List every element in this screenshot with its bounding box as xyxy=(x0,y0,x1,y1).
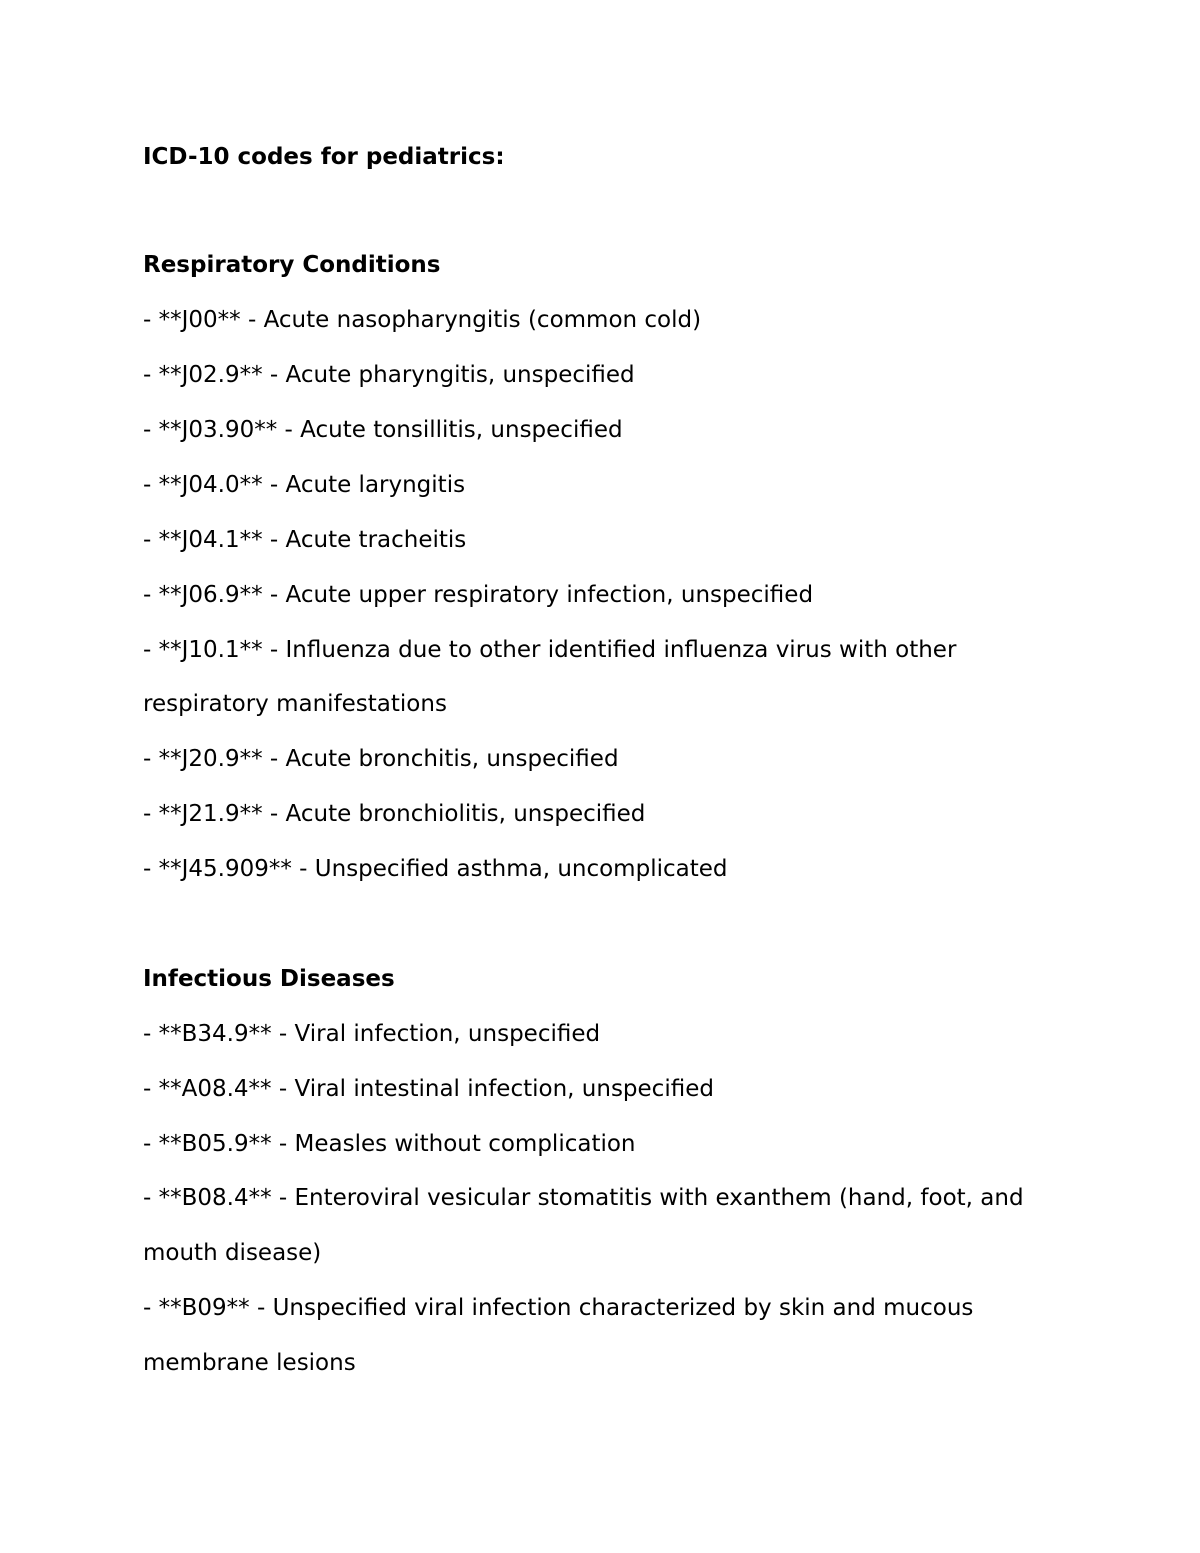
list-item-continuation: mouth disease) xyxy=(143,1240,322,1266)
section-heading-respiratory: Respiratory Conditions xyxy=(143,252,441,278)
list-item-continuation: respiratory manifestations xyxy=(143,691,447,717)
list-item: - **J10.1** - Influenza due to other identified influenza virus with other xyxy=(143,637,957,663)
section-heading-infectious: Infectious Diseases xyxy=(143,966,395,992)
list-item: - **J02.9** - Acute pharyngitis, unspecified xyxy=(143,362,635,388)
list-item: - **B05.9** - Measles without complication xyxy=(143,1131,636,1157)
list-item: - **J21.9** - Acute bronchiolitis, unspecified xyxy=(143,801,646,827)
list-item: - **B34.9** - Viral infection, unspecified xyxy=(143,1021,601,1047)
list-item: - **B08.4** - Enteroviral vesicular stomatitis with exanthem (hand, foot, and xyxy=(143,1185,1024,1211)
list-item: - **J06.9** - Acute upper respiratory infection, unspecified xyxy=(143,582,814,608)
list-item: - **J20.9** - Acute bronchitis, unspecified xyxy=(143,746,619,772)
list-item: - **B09** - Unspecified viral infection characterized by skin and mucous xyxy=(143,1295,974,1321)
document-title: ICD-10 codes for pediatrics: xyxy=(143,144,505,170)
list-item: - **J45.909** - Unspecified asthma, uncomplicated xyxy=(143,856,728,882)
list-item-continuation: membrane lesions xyxy=(143,1350,356,1376)
list-item: - **J04.0** - Acute laryngitis xyxy=(143,472,466,498)
list-item: - **J03.90** - Acute tonsillitis, unspecified xyxy=(143,417,623,443)
list-item: - **J00** - Acute nasopharyngitis (common cold) xyxy=(143,307,702,333)
list-item: - **J04.1** - Acute tracheitis xyxy=(143,527,467,553)
list-item: - **A08.4** - Viral intestinal infection, unspecified xyxy=(143,1076,714,1102)
